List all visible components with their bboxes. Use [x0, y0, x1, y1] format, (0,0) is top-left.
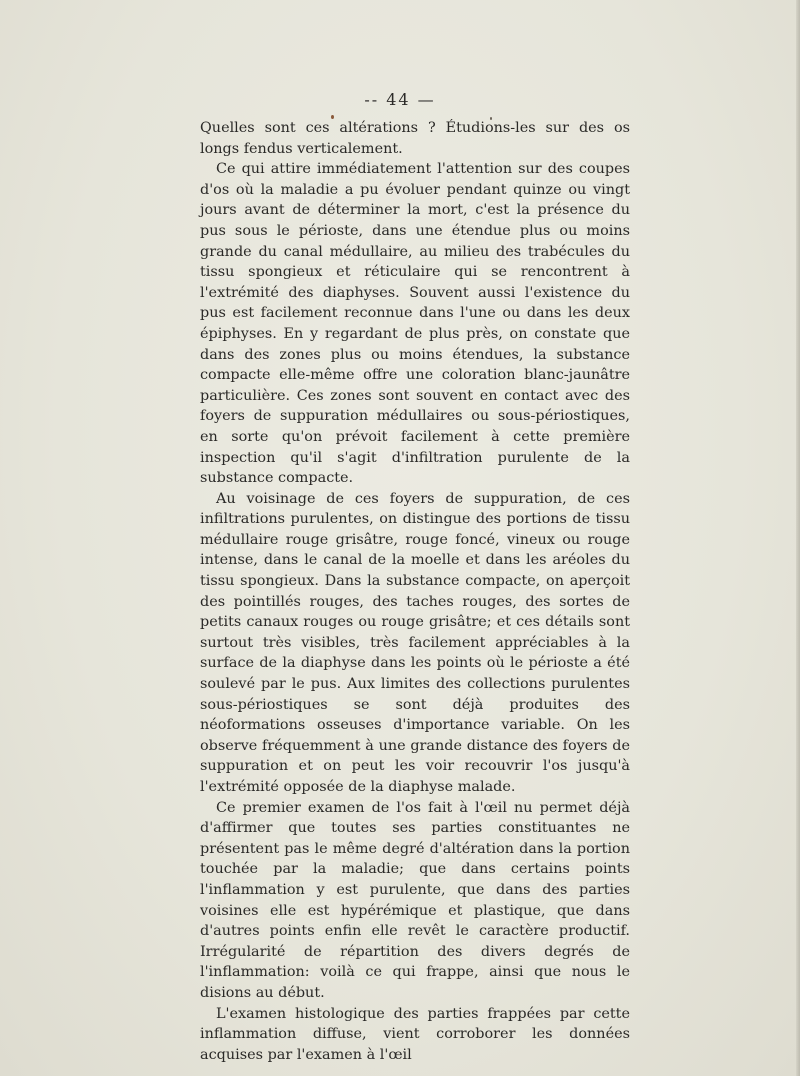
- paragraph-2: Ce qui attire immédiatement l'attention sur des coupes d'os où la maladie a pu évoluer pendant quinze ou vingt jours avant de déterminer la mort, c'est la présence du pus sous le périoste, dans une étendue plus ou moins grande du canal médullaire, au milieu des trabécules du tissu spongieux et réticulaire qui se rencontrent à l'extrémité des diaphyses. Souvent aussi l'existence du pus est facilement reconnue dans l'une ou dans les deux épiphyses. En y regardant de plus près, on constate que dans des zones plus ou moins étendues, la substance compacte elle-même offre une coloration blanc-jaunâtre particulière. Ces zones sont souvent en contact avec des foyers de suppuration médullaires ou sous-périostiques, en sorte qu'on prévoit facilement à cette première inspection qu'il s'agit d'infiltration purulente de la substance compacte.: [200, 161, 630, 487]
- paragraph-3: Au voisinage de ces foyers de suppuration, de ces infiltrations purulentes, on distingue des portions de tissu médullaire rouge grisâtre, rouge foncé, vineux ou rouge intense, dans le canal de la moelle et dans les aréoles du tissu spongieux. Dans la substance compacte, on aperçoit des pointillés rouges, des taches rouges, des sortes de petits canaux rouges ou rouge grisâtre; et ces détails sont surtout très visibles, très facilement appréciables à la surface de la diaphyse dans les points où le périoste a été soulevé par le pus. Aux limites des collections purulentes sous-périostiques se sont déjà produites des néoformations osseuses d'importance variable. On les observe fréquemment à une grande distance des foyers de suppuration et on peut les voir recouvrir l'os jusqu'à l'extrémité opposée de la diaphyse malade.: [200, 490, 630, 795]
- body-text: [200, 118, 630, 1065]
- paragraph-4: Ce premier examen de l'os fait à l'œil nu permet déjà d'affirmer que toutes ses parties constituantes ne présentent pas le même degré d'altération dans la portion touchée par la maladie; que dans certains points l'inflammation y est purulente, que dans des parties voisines elle est hypérémique et plastique, que dans d'autres points enfin elle revêt le caractère productif. Irrégularité de répartition des divers degrés de l'inflammation: voilà ce qui frappe, ainsi que nous le disions au début.: [200, 799, 630, 1001]
- page-edge: [796, 0, 800, 1076]
- paragraph-1: Quelles sont ces altérations ? Étudions-les sur des os longs fendus verticalement.: [200, 120, 630, 157]
- page-number: -- 44 —: [364, 90, 436, 109]
- paragraph-5: L'examen histologique des parties frappées par cette inflammation diffuse, vient corroborer les données acquises par l'examen à l'œil: [200, 1005, 630, 1063]
